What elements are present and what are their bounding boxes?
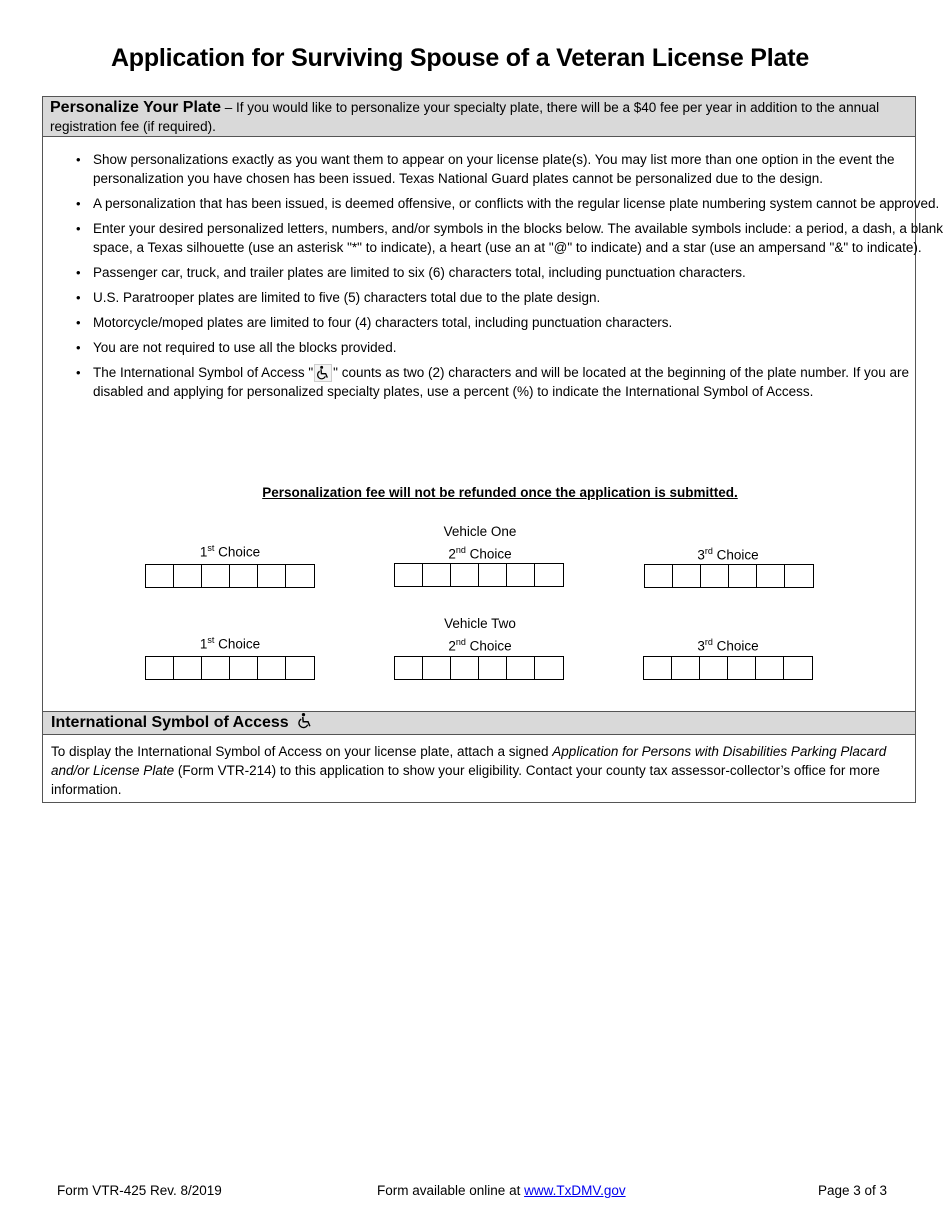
refund-notice: Personalization fee will not be refunded once the application is submitted. — [262, 485, 738, 500]
bullet-text: Show personalizations exactly as you want them to appear on your license plate(s). You may list more than one option in the event the personalization you have chosen has been issued. Texas National Guard plates cannot be personalized due to the design. — [93, 152, 895, 186]
isa-heading: International Symbol of Access — [51, 714, 289, 731]
list-item: • A personalization that has been issued, is deemed offensive, or conflicts with the regular license plate numbering system cannot be approved. — [76, 196, 940, 211]
online-availability: Form available online at www.TxDMV.gov — [377, 1183, 626, 1198]
char-box[interactable] — [729, 565, 757, 587]
vehicle-one-choice-1-label: 1st Choice — [199, 543, 261, 560]
char-box[interactable] — [395, 564, 423, 586]
form-number: Form VTR-425 Rev. 8/2019 — [57, 1183, 222, 1198]
list-item: • Show personalizations exactly as you want them to appear on your license plate(s). You may list more than one option in the event the personalization you have chosen has been issued. Texas National Guard plates cannot be personalized due to the design. — [76, 152, 895, 186]
personalize-intro: – If you would like to personalize your specialty plate, there will be a $40 fee per year in addition to the annual registration fee (if required). — [50, 100, 880, 134]
list-item: • Enter your desired personalized letters, numbers, and/or symbols in the blocks below. The available symbols include: a period, a dash, a blank space, a Texas silhouette (use an asterisk "*" to indicate), a heart (use an at "@" to indicate) and a star (use an ampersand "&" to indicate). — [76, 221, 943, 255]
isa-description: To display the International Symbol of Access on your license plate, attach a signed Application for Persons with Disabilities Parking Placard and/or License Plate (Form VTR-214) to this application to show your eligibility. Contact your county tax assessor-collector’s office for more information. — [51, 744, 887, 797]
bullet-text: Passenger car, truck, and trailer plates are limited to six (6) characters total, including punctuation characters. — [93, 265, 746, 280]
list-item: • U.S. Paratrooper plates are limited to five (5) characters total due to the plate design. — [76, 290, 601, 305]
char-box[interactable] — [672, 657, 700, 679]
isa-bullet-after: " counts as two (2) characters and will be located at the beginning of the plate number. If you are disabled and applying for personalized specialty plates, use a percent (%) to indicate the International Symbol of Access. — [93, 365, 910, 399]
vehicle-two-label: Vehicle Two — [444, 616, 516, 631]
list-item: • The International Symbol of Access " " counts as two (2) characters and will be located at the beginning of the plate number. If you are disabled and applying for personalized specialty plates, use a percent (%) to indicate the International Symbol of Access. — [76, 365, 910, 399]
bullet-text: Enter your desired personalized letters, numbers, and/or symbols in the blocks below. The available symbols include: a period, a dash, a blank space, a Texas silhouette (use an asterisk "*" to indicate), a heart (use an at "@" to indicate) and a star (use an ampersand "&" to indicate). — [93, 221, 943, 255]
char-box[interactable] — [286, 657, 314, 679]
isa-header — [43, 711, 915, 735]
instructions-list — [43, 150, 950, 407]
char-box[interactable] — [451, 657, 479, 679]
char-box[interactable] — [785, 565, 813, 587]
char-box[interactable] — [644, 657, 672, 679]
list-item: • Motorcycle/moped plates are limited to four (4) characters total, including punctuation characters. — [76, 315, 673, 330]
vehicle-two-choice-3-boxes[interactable] — [643, 656, 813, 680]
char-box[interactable] — [286, 565, 314, 587]
vehicle-one-choice-2-label: 2nd Choice — [448, 545, 512, 562]
char-box[interactable] — [507, 657, 535, 679]
vehicle-two-choice-1-boxes[interactable] — [145, 656, 315, 680]
char-box[interactable] — [507, 564, 535, 586]
personalize-form — [42, 96, 943, 803]
char-box[interactable] — [479, 564, 507, 586]
vehicle-one-choice-3-label: 3rd Choice — [697, 546, 759, 563]
char-box[interactable] — [395, 657, 423, 679]
vehicle-two-choice-3-label: 3rd Choice — [697, 637, 759, 654]
vehicle-two-choice-1-label: 1st Choice — [199, 635, 261, 652]
char-box[interactable] — [230, 565, 258, 587]
char-box[interactable] — [479, 657, 507, 679]
char-box[interactable] — [701, 565, 729, 587]
list-item: • Passenger car, truck, and trailer plates are limited to six (6) characters total, including punctuation characters. — [76, 265, 746, 280]
vehicle-one-label: Vehicle One — [443, 524, 517, 539]
char-box[interactable] — [784, 657, 812, 679]
char-box[interactable] — [146, 657, 174, 679]
bullet-text: Motorcycle/moped plates are limited to four (4) characters total, including punctuation characters. — [93, 315, 673, 330]
char-box[interactable] — [174, 565, 202, 587]
char-box[interactable] — [535, 564, 563, 586]
vehicle-one-choice-1-boxes[interactable] — [145, 564, 315, 588]
bullet-text: U.S. Paratrooper plates are limited to five (5) characters total due to the plate design. — [93, 290, 601, 305]
char-box[interactable] — [174, 657, 202, 679]
vehicle-one-choice-3-boxes[interactable] — [644, 564, 814, 588]
vehicle-two-choice-2-boxes[interactable] — [394, 656, 564, 680]
vehicle-two-choice-2-label: 2nd Choice — [448, 637, 512, 654]
bullet-text: You are not required to use all the blocks provided. — [93, 340, 397, 355]
personalize-heading: Personalize Your Plate — [50, 99, 222, 116]
char-box[interactable] — [700, 657, 728, 679]
page-title: Application for Surviving Spouse of a Veteran License Plate — [110, 44, 810, 72]
wheelchair-icon — [314, 364, 332, 382]
char-box[interactable] — [146, 565, 174, 587]
page-number: Page 3 of 3 — [818, 1183, 888, 1198]
txdmv-link[interactable]: www.TxDMV.gov — [524, 1183, 626, 1198]
char-box[interactable] — [202, 565, 230, 587]
char-box[interactable] — [423, 564, 451, 586]
char-box[interactable] — [673, 565, 701, 587]
personalize-header — [43, 97, 915, 137]
vehicle-one-choice-2-boxes[interactable] — [394, 563, 564, 587]
char-box[interactable] — [258, 657, 286, 679]
char-box[interactable] — [756, 657, 784, 679]
char-box[interactable] — [423, 657, 451, 679]
wheelchair-icon — [296, 712, 314, 737]
bullet-text: A personalization that has been issued, is deemed offensive, or conflicts with the regular license plate numbering system cannot be approved. — [93, 196, 940, 211]
char-box[interactable] — [230, 657, 258, 679]
char-box[interactable] — [202, 657, 230, 679]
char-box[interactable] — [258, 565, 286, 587]
char-box[interactable] — [451, 564, 479, 586]
list-item: • You are not required to use all the blocks provided. — [76, 340, 397, 355]
char-box[interactable] — [645, 565, 673, 587]
char-box[interactable] — [728, 657, 756, 679]
isa-bullet-before: The International Symbol of Access " — [93, 365, 314, 380]
char-box[interactable] — [535, 657, 563, 679]
char-box[interactable] — [757, 565, 785, 587]
